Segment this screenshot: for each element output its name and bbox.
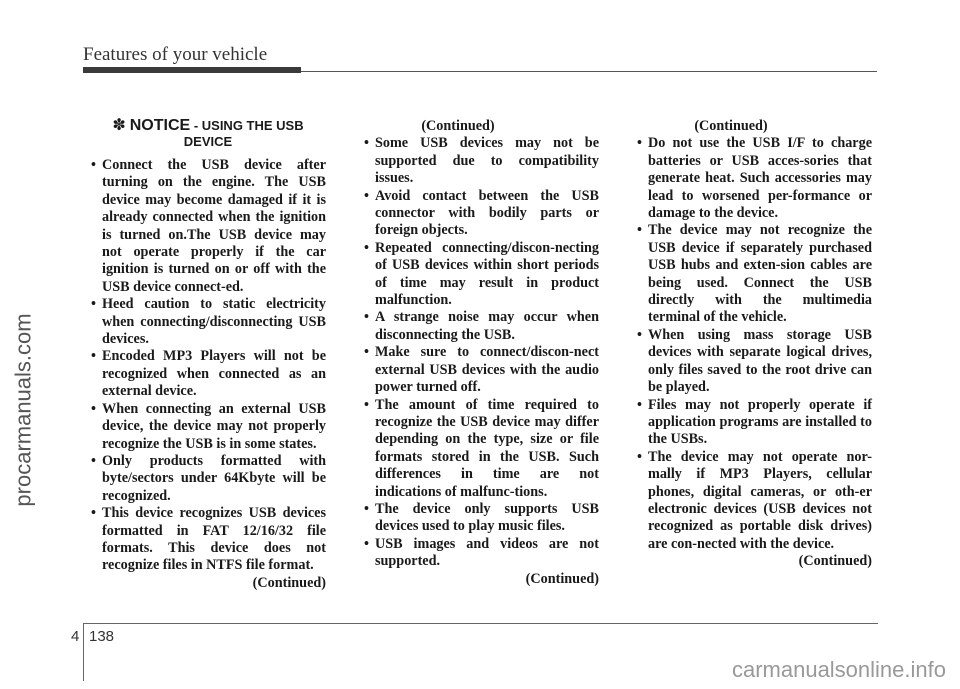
- bottom-watermark: carmanualsonline.info: [731, 657, 946, 682]
- header-rule: [301, 71, 877, 72]
- footer-tick: [83, 623, 84, 681]
- continued-footer: (Continued): [252, 574, 326, 591]
- list-item: • Only products formatted with byte/sectors under 64Kbyte will be recognized.: [84, 453, 326, 505]
- column-3: [630, 118, 872, 571]
- list-item: • When using mass storage USB devices with separate logical drives, only files saved to the root drive can be played.: [630, 327, 872, 397]
- list-item: • Encoded MP3 Players will not be recognized when connected as an external device.: [84, 348, 326, 400]
- list-item: • Heed caution to static electricity when connecting/disconnecting USB devices.: [84, 296, 326, 348]
- continued-footer: (Continued): [798, 553, 872, 570]
- list-item: • Make sure to connect/discon-nect external USB devices with the audio power turned off.: [357, 344, 599, 396]
- bullet-list-2: [357, 135, 599, 570]
- list-item: • Repeated connecting/discon-necting of USB devices within short periods of time may result in product malfunction.: [357, 240, 599, 310]
- continued-header: (Continued): [421, 118, 495, 134]
- list-item: • This device recognizes USB devices formatted in FAT 12/16/32 file formats. This device does not recognize files in NTFS file format.: [84, 505, 326, 575]
- list-item: • Files may not properly operate if application programs are installed to the USBs.: [630, 397, 872, 449]
- list-item: • Do not use the USB I/F to charge batteries or USB acces-sories that generate heat. Such accessories may lead to worsened per-formance or damage to the device.: [630, 135, 872, 222]
- side-watermark-text: procarmanuals.com: [11, 313, 36, 507]
- bullet-list-3: [630, 135, 872, 553]
- column-1: [84, 118, 326, 592]
- list-item: • The device may not recognize the USB device if separately purchased USB hubs and exten-sion cables are being used. Connect the USB directly with the multimedia terminal of the vehicle.: [630, 222, 872, 326]
- column-2: [357, 118, 599, 588]
- list-item: • The device may not operate nor-mally if MP3 Players, cellular phones, digital cameras, or oth-er electronic devices (USB devices not recognized as portable disk drives) are con-nected with the device.: [630, 449, 872, 553]
- chapter-number: 4: [71, 628, 80, 645]
- notice-subtitle-line2: DEVICE: [183, 134, 233, 149]
- list-item: • The device only supports USB devices used to play music files.: [357, 501, 599, 536]
- continued-header: (Continued): [694, 118, 768, 134]
- bullet-list-1: [84, 157, 326, 575]
- notice-label: NOTICE: [129, 117, 191, 134]
- list-item: • USB images and videos are not supported.: [357, 536, 599, 571]
- page-number: 138: [89, 628, 115, 645]
- continued-footer: (Continued): [525, 570, 599, 587]
- side-watermark: [4, 180, 44, 640]
- list-item: • Avoid contact between the USB connector with bodily parts or foreign objects.: [357, 188, 599, 240]
- list-item: • Connect the USB device after turning on the engine. The USB device may become damaged if it is already connected when the ignition is turned on.The USB device may not operate properly if the car ignition is turned on or off with the USB device connect-ed.: [84, 157, 326, 296]
- header-bar: [83, 67, 301, 73]
- notice-star-icon: ✽: [112, 117, 126, 134]
- footer-rule: [83, 623, 878, 624]
- list-item: • The amount of time required to recognize the USB device may differ depending on the type, size or file formats stored in the USB. Such differences in time are not indications of malfunc-tions.: [357, 397, 599, 501]
- list-item: • When connecting an external USB device, the device may not properly recognize the USB is in some states.: [84, 401, 326, 453]
- list-item: • A strange noise may occur when disconnecting the USB.: [357, 309, 599, 344]
- notice-heading: [84, 118, 326, 150]
- page-header-title: Features of your vehicle: [83, 44, 268, 65]
- notice-subtitle: - USING THE USB: [190, 118, 304, 133]
- list-item: • Some USB devices may not be supported due to compatibility issues.: [357, 135, 599, 187]
